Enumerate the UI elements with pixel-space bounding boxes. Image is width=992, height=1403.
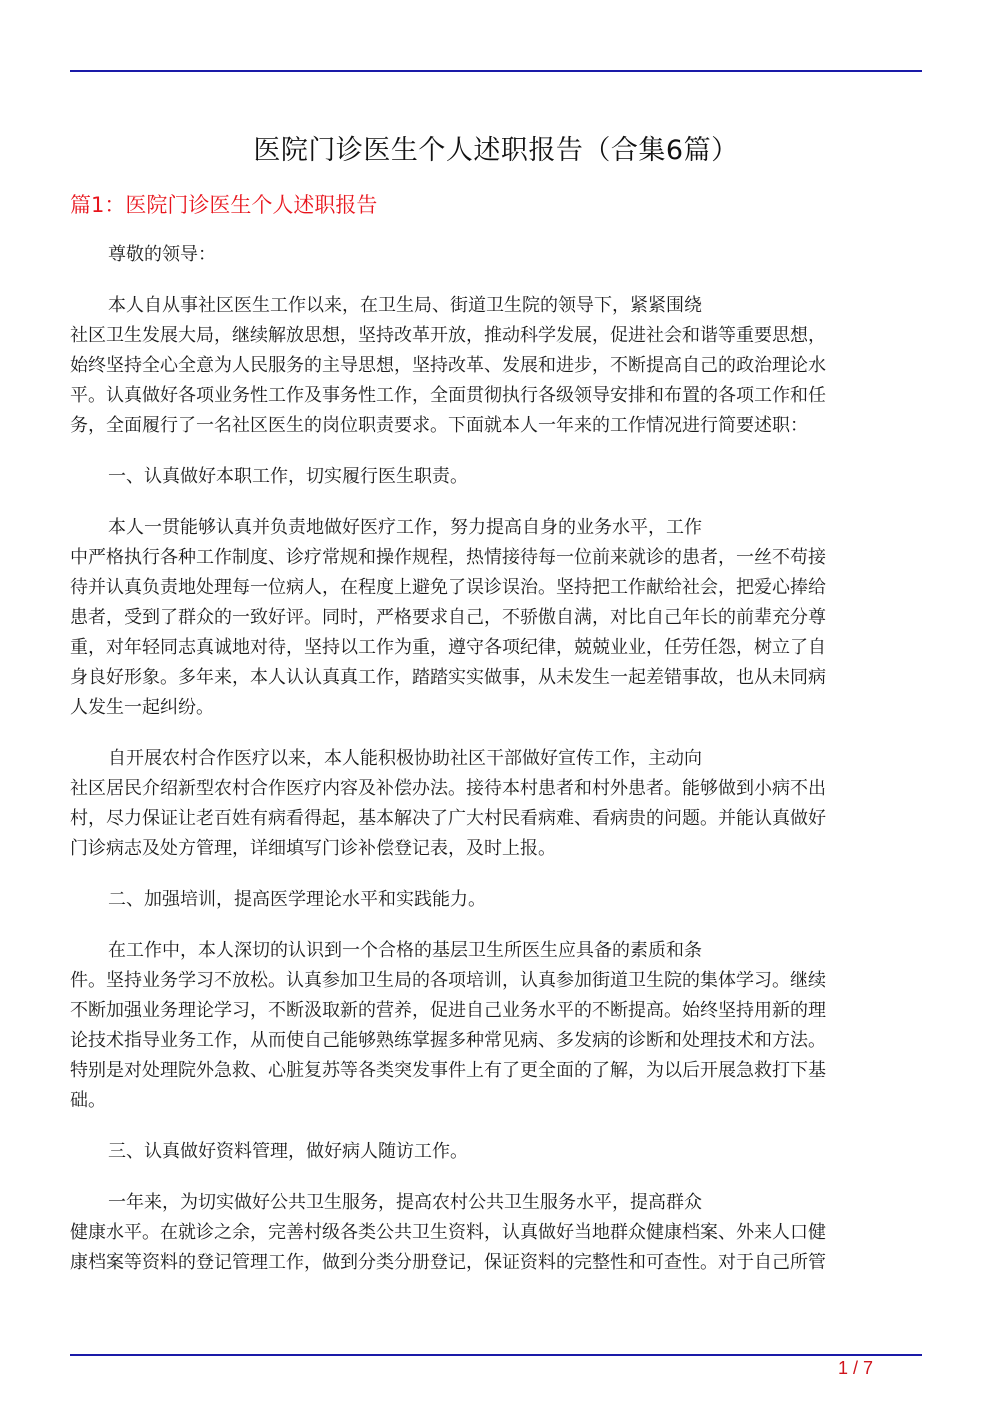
- footer-rule: [70, 1354, 922, 1356]
- paragraph: [70, 885, 912, 915]
- paragraph-line: 平。认真做好各项业务性工作及事务性工作，全面贯彻执行各级领导安排和布置的各项工作和任: [70, 385, 826, 406]
- paragraph: [70, 291, 912, 441]
- paragraph-line: 门诊病志及处方管理，详细填写门诊补偿登记表，及时上报。: [70, 838, 556, 859]
- paragraph: [70, 936, 912, 1116]
- section-heading: 篇1：医院门诊医生个人述职报告: [70, 193, 378, 217]
- paragraph-line: 尊敬的领导：: [108, 244, 216, 265]
- header-rule: [70, 70, 922, 72]
- paragraph-line: 待并认真负责地处理每一位病人，在程度上避免了误诊误治。坚持把工作献给社会，把爱心捧给: [70, 577, 826, 598]
- paragraph-line: 社区居民介绍新型农村合作医疗内容及补偿办法。接待本村患者和村外患者。能够做到小病不出: [70, 778, 826, 799]
- paragraph-line: 自开展农村合作医疗以来，本人能积极协助社区干部做好宣传工作，主动向: [108, 748, 702, 769]
- paragraph-line: 本人自从事社区医生工作以来，在卫生局、街道卫生院的领导下，紧紧围绕: [108, 295, 702, 316]
- paragraph-line: 件。坚持业务学习不放松。认真参加卫生局的各项培训，认真参加街道卫生院的集体学习。继续: [70, 970, 826, 991]
- paragraph-line: 人发生一起纠纷。: [70, 697, 214, 718]
- paragraph-line: 三、认真做好资料管理，做好病人随访工作。: [108, 1141, 468, 1162]
- paragraph-line: 身良好形象。多年来，本人认认真真工作，踏踏实实做事，从未发生一起差错事故，也从未同病: [70, 667, 826, 688]
- paragraph-line: 一年来，为切实做好公共卫生服务，提高农村公共卫生服务水平，提高群众: [108, 1192, 702, 1213]
- paragraph: [70, 744, 912, 864]
- paragraph: [70, 240, 912, 270]
- paragraph-line: 一、认真做好本职工作，切实履行医生职责。: [108, 466, 468, 487]
- paragraph-line: 本人一贯能够认真并负责地做好医疗工作，努力提高自身的业务水平，工作: [108, 517, 702, 538]
- paragraph-line: 中严格执行各种工作制度、诊疗常规和操作规程，热情接待每一位前来就诊的患者，一丝不苟接: [70, 547, 826, 568]
- paragraph: [70, 1137, 912, 1167]
- paragraph-line: 始终坚持全心全意为人民服务的主导思想，坚持改革、发展和进步，不断提高自己的政治理论水: [70, 355, 826, 376]
- document-title: 医院门诊医生个人述职报告（合集6篇）: [253, 135, 739, 166]
- paragraph-line: 论技术指导业务工作，从而使自己能够熟练掌握多种常见病、多发病的诊断和处理技术和方法。: [70, 1030, 826, 1051]
- paragraph-line: 健康水平。在就诊之余，完善村级各类公共卫生资料，认真做好当地群众健康档案、外来人口健: [70, 1222, 826, 1243]
- paragraph-line: 二、加强培训，提高医学理论水平和实践能力。: [108, 889, 486, 910]
- paragraph: [70, 1188, 912, 1278]
- paragraph-line: 务，全面履行了一名社区医生的岗位职责要求。下面就本人一年来的工作情况进行简要述职：: [70, 415, 808, 436]
- paragraph: [70, 462, 912, 492]
- document-body: [70, 240, 912, 1299]
- paragraph-line: 康档案等资料的登记管理工作，做到分类分册登记，保证资料的完整性和可查性。对于自己所管: [70, 1252, 826, 1273]
- paragraph-line: 在工作中，本人深切的认识到一个合格的基层卫生所医生应具备的素质和条: [108, 940, 702, 961]
- paragraph-line: 不断加强业务理论学习，不断汲取新的营养，促进自己业务水平的不断提高。始终坚持用新的理: [70, 1000, 826, 1021]
- paragraph: [70, 513, 912, 723]
- page-number: 1 / 7: [838, 1358, 874, 1378]
- paragraph-line: 患者，受到了群众的一致好评。同时，严格要求自己，不骄傲自满，对比自己年长的前辈充分尊: [70, 607, 826, 628]
- paragraph-line: 社区卫生发展大局，继续解放思想，坚持改革开放，推动科学发展，促进社会和谐等重要思想，: [70, 325, 826, 346]
- paragraph-line: 特别是对处理院外急救、心脏复苏等各类突发事件上有了更全面的了解，为以后开展急救打下基: [70, 1060, 826, 1081]
- paragraph-line: 村，尽力保证让老百姓有病看得起，基本解决了广大村民看病难、看病贵的问题。并能认真做好: [70, 808, 826, 829]
- paragraph-line: 重，对年轻同志真诚地对待，坚持以工作为重，遵守各项纪律，兢兢业业，任劳任怨，树立了自: [70, 637, 826, 658]
- paragraph-line: 础。: [70, 1090, 106, 1111]
